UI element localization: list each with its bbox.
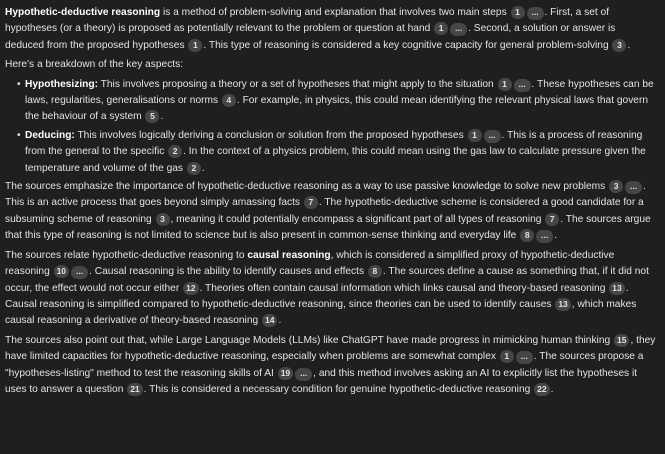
more-citations-button[interactable]: ... [295, 368, 312, 381]
text-span: . [278, 315, 282, 327]
response-text [5, 5, 657, 401]
citation-badge[interactable]: 1 [188, 39, 202, 52]
text-span: . [627, 39, 631, 51]
text-span: , they have limited capacities for hypothetic-deductive reasoning, especially when problems are somewhat complex [5, 334, 656, 363]
text-span: . This type of reasoning is considered a key cognitive capacity for general problem-solving [203, 39, 612, 51]
text-span: . In the context of a physics problem, this could mean using the gas law to calculate pressure given the temperature and volume of the gas [25, 146, 646, 174]
citation-badge[interactable]: 1 [500, 350, 514, 363]
more-citations-button[interactable]: ... [527, 7, 544, 20]
more-citations-button[interactable]: ... [71, 266, 88, 279]
more-citations-button[interactable]: ... [484, 130, 501, 143]
citation-badge[interactable]: 1 [511, 6, 525, 19]
more-citations-button[interactable]: ... [516, 351, 533, 364]
paragraph-breakdown: Here's a breakdown of the key aspects: [5, 59, 184, 71]
citation-badge[interactable]: 3 [156, 213, 170, 226]
citation-badge[interactable]: 8 [520, 229, 534, 242]
term-hypothetic-deductive: Hypothetic-deductive reasoning [5, 7, 161, 18]
text-span: is a method of problem-solving and explanation that involves two main steps [160, 7, 510, 18]
citation-badge[interactable]: 10 [54, 265, 69, 278]
paragraph-causal [5, 248, 657, 330]
citation-badge[interactable]: 22 [534, 383, 549, 396]
citation-badge[interactable]: 12 [183, 282, 198, 295]
text-span: . [201, 162, 205, 174]
text-span: . Theories often contain causal information which links causal and theory-based reasoning [199, 282, 609, 294]
citation-badge[interactable]: 13 [555, 298, 570, 311]
text-span: . These hypotheses can be laws, regularities, generalisations or norms [25, 78, 654, 107]
bullet-marker: • [17, 129, 21, 141]
citation-badge[interactable]: 2 [168, 145, 182, 158]
more-citations-button[interactable]: ... [536, 230, 553, 243]
citation-badge[interactable]: 4 [222, 94, 236, 107]
citation-badge[interactable]: 14 [262, 314, 277, 327]
text-span: . [160, 111, 164, 123]
list-item-deducing [17, 128, 657, 177]
term-causal-reasoning: causal reasoning [247, 249, 331, 261]
citation-badge[interactable]: 15 [614, 334, 629, 347]
text-span: This involves logically deriving a conclusion or solution from the proposed hypotheses [74, 129, 467, 141]
text-span: , and this method involves asking an AI to explicitly list the hypotheses it uses to answer a question [5, 367, 638, 395]
more-citations-button[interactable]: ... [514, 79, 531, 92]
citation-badge[interactable]: 8 [368, 265, 382, 278]
text-span: . The sources define a cause as something that, if it did not occur, the effect would not occur either [5, 266, 649, 294]
citation-badge[interactable]: 7 [304, 196, 318, 209]
citation-badge[interactable]: 2 [187, 162, 201, 175]
citation-badge[interactable]: 1 [468, 129, 482, 142]
citation-badge[interactable]: 19 [278, 367, 293, 380]
text-span: , which is considered a simplified proxy of hypothetic-deductive reasoning [5, 249, 615, 278]
text-span: . [554, 230, 558, 242]
text-span: . Second, a solution or answer is deduced from the proposed hypotheses [5, 23, 616, 51]
more-citations-button[interactable]: ... [450, 23, 467, 36]
citation-badge[interactable]: 3 [612, 39, 626, 52]
term-hypothesizing: Hypothesizing: [25, 78, 99, 90]
text-span: The sources emphasize the importance of hypothetic-deductive reasoning as a way to use passive knowledge to solve new problems [5, 181, 609, 193]
citation-badge[interactable]: 5 [145, 110, 159, 123]
text-span: . [550, 383, 554, 395]
text-span: , meaning it could potentially encompass a significant part of all types of reasoning [170, 213, 545, 225]
text-span: . This is a process of reasoning from the general to the specific [25, 129, 643, 158]
citation-badge[interactable]: 1 [434, 22, 448, 35]
bullet-marker: • [17, 78, 21, 90]
text-span: This involves proposing a theory or a set of hypotheses that might apply to the situation [98, 78, 497, 90]
citation-badge[interactable]: 21 [127, 383, 142, 396]
aspects-list [5, 77, 657, 177]
term-deducing: Deducing: [25, 129, 75, 141]
text-span: . The hypothetic-deductive scheme is considered a good candidate for a subsuming scheme of reasoning [5, 197, 644, 225]
citation-badge[interactable]: 3 [609, 180, 623, 193]
text-span: , which makes causal reasoning a derivative of theory-based reasoning [5, 298, 637, 327]
text-span: The sources also point out that, while Large Language Models (LLMs) like ChatGPT have made progress in mimicking human thinking [5, 334, 613, 346]
paragraph-importance [5, 179, 657, 245]
text-span: . Causal reasoning is simplified compared to hypothetic-deductive reasoning, since theories can be used to identify causes [5, 282, 629, 310]
text-span: . This is considered a necessary condition for genuine hypothetic-deductive reasoning [143, 383, 534, 395]
text-span: . This is an active process that goes beyond simply amassing facts [5, 181, 646, 209]
text-span: . Causal reasoning is the ability to identify causes and effects [89, 266, 367, 278]
paragraph-intro [5, 5, 657, 54]
citation-badge[interactable]: 1 [498, 78, 512, 91]
paragraph-llms [5, 333, 657, 399]
text-span: The sources relate hypothetic-deductive reasoning to [5, 249, 248, 261]
text-span: . For example, in physics, this could mean identifying the relevant physical laws that govern the behaviour of a system [25, 95, 649, 123]
text-span: . First, a set of hypotheses (or a theory) is proposed as potentially relevant to the problem or question at hand [5, 7, 610, 35]
citation-badge[interactable]: 7 [545, 213, 559, 226]
text-span: . The sources argue that this type of reasoning is not limited to science but is also present in common-sense thinking and everyday life [5, 213, 651, 242]
list-item-hypothesizing [17, 77, 657, 126]
text-span: . The sources propose a "hypotheses-listing" method to test the reasoning skills of AI [5, 351, 644, 379]
citation-badge[interactable]: 13 [609, 282, 624, 295]
more-citations-button[interactable]: ... [625, 181, 642, 194]
